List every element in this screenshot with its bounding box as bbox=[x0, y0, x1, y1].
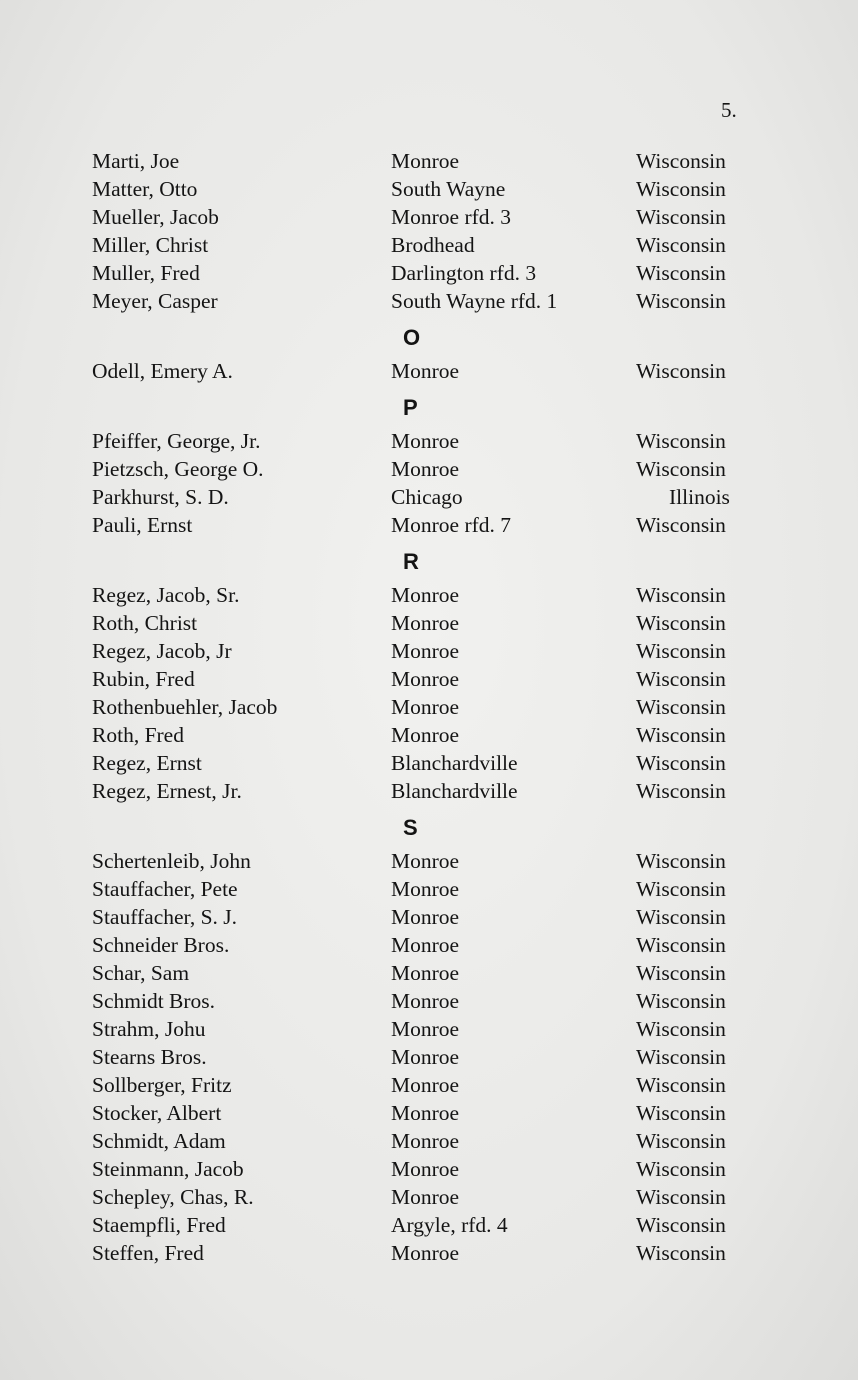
member-row bbox=[0, 847, 858, 875]
member-state: Wisconsin bbox=[636, 905, 726, 929]
member-state: Wisconsin bbox=[636, 289, 726, 313]
member-state: Wisconsin bbox=[636, 751, 726, 775]
member-town: Darlington rfd. 3 bbox=[391, 261, 537, 285]
member-town: Monroe bbox=[391, 961, 460, 985]
member-town: Monroe bbox=[391, 149, 460, 173]
member-town: Monroe bbox=[391, 1185, 460, 1209]
member-name: Schmidt, Adam bbox=[92, 1129, 226, 1153]
member-state: Wisconsin bbox=[636, 1073, 726, 1097]
member-town: Monroe bbox=[391, 1157, 460, 1181]
member-name: Matter, Otto bbox=[92, 177, 198, 201]
member-state: Wisconsin bbox=[636, 233, 726, 257]
member-state: Wisconsin bbox=[636, 961, 726, 985]
member-town: Monroe bbox=[391, 639, 460, 663]
member-state: Wisconsin bbox=[636, 261, 726, 285]
member-town: Chicago bbox=[391, 485, 463, 509]
member-name: Regez, Jacob, Sr. bbox=[92, 583, 240, 607]
member-row bbox=[0, 231, 858, 259]
page-number: 5. bbox=[721, 98, 737, 122]
member-name: Parkhurst, S. D. bbox=[92, 485, 229, 509]
member-name: Sollberger, Fritz bbox=[92, 1073, 232, 1097]
member-name: Stocker, Albert bbox=[92, 1101, 222, 1125]
member-town: South Wayne rfd. 1 bbox=[391, 289, 558, 313]
member-name: Stauffacher, Pete bbox=[92, 877, 238, 901]
member-town: Monroe bbox=[391, 1073, 460, 1097]
member-name: Schepley, Chas, R. bbox=[92, 1185, 254, 1209]
member-town: Monroe bbox=[391, 359, 460, 383]
section-letter: R bbox=[403, 549, 419, 574]
member-row bbox=[0, 1015, 858, 1043]
member-state: Illinois bbox=[669, 485, 730, 509]
member-row bbox=[0, 455, 858, 483]
member-town: Monroe bbox=[391, 1017, 460, 1041]
member-name: Regez, Ernst bbox=[92, 751, 202, 775]
member-state: Wisconsin bbox=[636, 989, 726, 1013]
member-town: Monroe bbox=[391, 429, 460, 453]
member-state: Wisconsin bbox=[636, 667, 726, 691]
member-name: Roth, Fred bbox=[92, 723, 184, 747]
member-name: Staempfli, Fred bbox=[92, 1213, 226, 1237]
member-row bbox=[0, 427, 858, 455]
member-town: Monroe bbox=[391, 667, 460, 691]
member-name: Steffen, Fred bbox=[92, 1241, 204, 1265]
member-state: Wisconsin bbox=[636, 583, 726, 607]
member-name: Odell, Emery A. bbox=[92, 359, 233, 383]
member-list bbox=[0, 147, 858, 1267]
member-state: Wisconsin bbox=[636, 1017, 726, 1041]
member-row bbox=[0, 357, 858, 385]
member-row bbox=[0, 609, 858, 637]
member-row bbox=[0, 259, 858, 287]
member-state: Wisconsin bbox=[636, 205, 726, 229]
member-name: Roth, Christ bbox=[92, 611, 198, 635]
member-name: Pietzsch, George O. bbox=[92, 457, 264, 481]
member-name: Pauli, Ernst bbox=[92, 513, 193, 537]
member-town: Monroe bbox=[391, 1129, 460, 1153]
member-name: Schertenleib, John bbox=[92, 849, 251, 873]
member-town: Monroe rfd. 3 bbox=[391, 205, 512, 229]
member-town: Monroe bbox=[391, 849, 460, 873]
member-state: Wisconsin bbox=[636, 933, 726, 957]
member-name: Rothenbuehler, Jacob bbox=[92, 695, 278, 719]
member-row bbox=[0, 777, 858, 805]
member-row bbox=[0, 721, 858, 749]
member-row bbox=[0, 483, 858, 511]
member-town: Monroe bbox=[391, 877, 460, 901]
member-row bbox=[0, 1211, 858, 1239]
member-name: Stearns Bros. bbox=[92, 1045, 207, 1069]
member-state: Wisconsin bbox=[636, 457, 726, 481]
member-state: Wisconsin bbox=[636, 1185, 726, 1209]
member-row bbox=[0, 1071, 858, 1099]
member-town: Monroe bbox=[391, 723, 460, 747]
member-town: Monroe bbox=[391, 1045, 460, 1069]
member-row bbox=[0, 511, 858, 539]
member-row bbox=[0, 931, 858, 959]
member-state: Wisconsin bbox=[636, 1101, 726, 1125]
member-state: Wisconsin bbox=[636, 177, 726, 201]
member-town: Monroe bbox=[391, 695, 460, 719]
member-row bbox=[0, 581, 858, 609]
member-state: Wisconsin bbox=[636, 359, 726, 383]
member-name: Regez, Ernest, Jr. bbox=[92, 779, 242, 803]
member-row bbox=[0, 1127, 858, 1155]
member-row bbox=[0, 1183, 858, 1211]
member-row bbox=[0, 175, 858, 203]
member-state: Wisconsin bbox=[636, 849, 726, 873]
member-row bbox=[0, 1043, 858, 1071]
member-name: Schar, Sam bbox=[92, 961, 190, 985]
member-town: Monroe bbox=[391, 1241, 460, 1265]
member-name: Strahm, Johu bbox=[92, 1017, 206, 1041]
member-name: Rubin, Fred bbox=[92, 667, 195, 691]
member-state: Wisconsin bbox=[636, 1129, 726, 1153]
member-row bbox=[0, 1155, 858, 1183]
member-row bbox=[0, 665, 858, 693]
member-town: South Wayne bbox=[391, 177, 506, 201]
member-state: Wisconsin bbox=[636, 639, 726, 663]
member-row bbox=[0, 875, 858, 903]
member-town: Monroe bbox=[391, 611, 460, 635]
member-state: Wisconsin bbox=[636, 1241, 726, 1265]
section-letter: P bbox=[403, 395, 418, 420]
member-row bbox=[0, 1099, 858, 1127]
member-row bbox=[0, 637, 858, 665]
member-state: Wisconsin bbox=[636, 149, 726, 173]
member-state: Wisconsin bbox=[636, 779, 726, 803]
member-row bbox=[0, 987, 858, 1015]
member-name: Mueller, Jacob bbox=[92, 205, 219, 229]
member-town: Monroe bbox=[391, 933, 460, 957]
member-town: Monroe rfd. 7 bbox=[391, 513, 512, 537]
member-row bbox=[0, 693, 858, 721]
member-town: Monroe bbox=[391, 457, 460, 481]
member-town: Monroe bbox=[391, 583, 460, 607]
member-name: Stauffacher, S. J. bbox=[92, 905, 238, 929]
member-row bbox=[0, 749, 858, 777]
member-state: Wisconsin bbox=[636, 877, 726, 901]
member-town: Monroe bbox=[391, 1101, 460, 1125]
member-state: Wisconsin bbox=[636, 1045, 726, 1069]
member-town: Brodhead bbox=[391, 233, 475, 257]
member-town: Argyle, rfd. 4 bbox=[391, 1213, 508, 1237]
member-state: Wisconsin bbox=[636, 429, 726, 453]
member-name: Schmidt Bros. bbox=[92, 989, 216, 1013]
member-state: Wisconsin bbox=[636, 611, 726, 635]
member-town: Blanchardville bbox=[391, 751, 518, 775]
member-town: Monroe bbox=[391, 989, 460, 1013]
member-town: Blanchardville bbox=[391, 779, 518, 803]
member-name: Pfeiffer, George, Jr. bbox=[92, 429, 261, 453]
member-state: Wisconsin bbox=[636, 723, 726, 747]
member-state: Wisconsin bbox=[636, 1157, 726, 1181]
member-name: Meyer, Casper bbox=[92, 289, 218, 313]
member-state: Wisconsin bbox=[636, 513, 726, 537]
member-row bbox=[0, 1239, 858, 1267]
section-letter: O bbox=[403, 325, 421, 350]
member-name: Marti, Joe bbox=[92, 149, 180, 173]
member-name: Steinmann, Jacob bbox=[92, 1157, 244, 1181]
member-row bbox=[0, 287, 858, 315]
member-town: Monroe bbox=[391, 905, 460, 929]
member-row bbox=[0, 203, 858, 231]
member-name: Schneider Bros. bbox=[92, 933, 230, 957]
member-row bbox=[0, 147, 858, 175]
member-state: Wisconsin bbox=[636, 1213, 726, 1237]
section-letter: S bbox=[403, 815, 418, 840]
member-state: Wisconsin bbox=[636, 695, 726, 719]
member-name: Miller, Christ bbox=[92, 233, 209, 257]
member-row bbox=[0, 903, 858, 931]
member-name: Muller, Fred bbox=[92, 261, 200, 285]
member-row bbox=[0, 959, 858, 987]
member-name: Regez, Jacob, Jr bbox=[92, 639, 232, 663]
